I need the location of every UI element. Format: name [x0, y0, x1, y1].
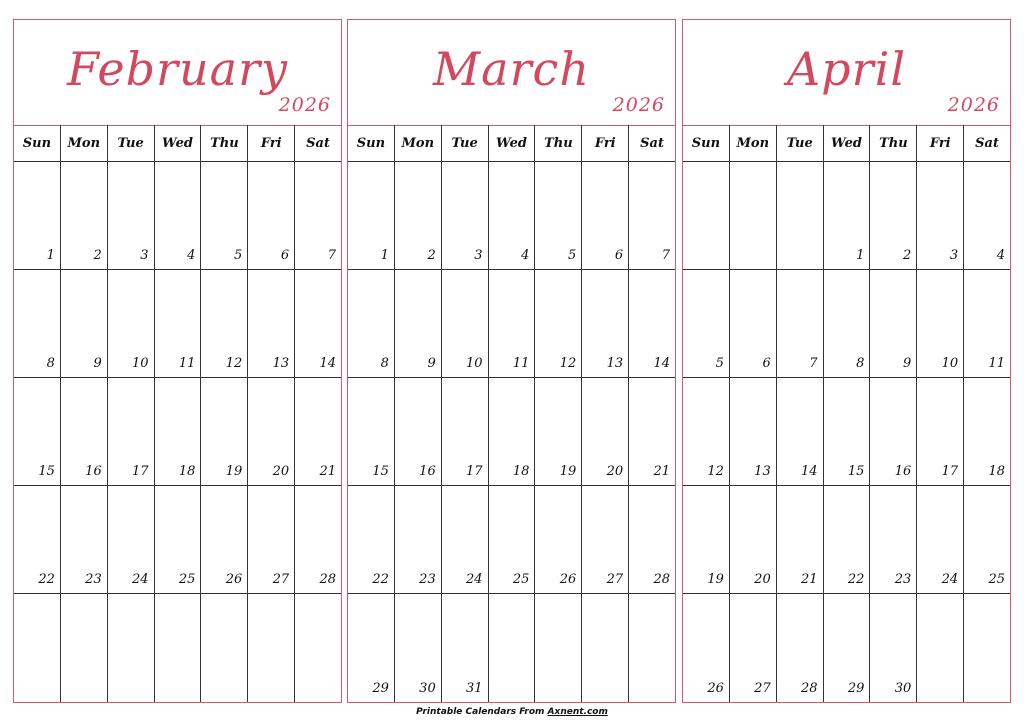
weekday-label: Tue: [442, 125, 489, 161]
day-cell: [201, 486, 248, 593]
day-number: 12: [707, 464, 724, 479]
weekday-label: Sat: [640, 135, 664, 151]
day-number: 12: [225, 356, 243, 371]
day-cell: [61, 594, 108, 702]
week-row: [683, 486, 1010, 594]
weekday-label: Sat: [306, 135, 330, 151]
weekday-label: Sun: [348, 125, 395, 161]
day-number: 29: [847, 681, 865, 696]
day-number: 25: [178, 572, 196, 587]
day-cell: [964, 270, 1010, 377]
day-number: 25: [988, 572, 1006, 587]
day-number: 15: [372, 464, 389, 479]
day-number: 6: [614, 248, 624, 263]
day-cell: [824, 486, 871, 593]
day-cell: [348, 378, 395, 485]
week-row: [14, 378, 341, 486]
day-number: 31: [466, 681, 483, 696]
day-number: 22: [38, 572, 55, 587]
day-cell: [730, 486, 777, 593]
day-number: 2: [93, 248, 102, 263]
day-cell: [442, 270, 489, 377]
day-number: 30: [894, 681, 912, 696]
day-cell: [395, 594, 442, 702]
weekday-header-row: [683, 125, 1010, 162]
day-number: 19: [225, 464, 243, 479]
day-cell: [582, 270, 629, 377]
month-header: [348, 20, 675, 126]
day-cell: [870, 486, 917, 593]
weekday-label: Sun: [14, 125, 61, 161]
day-number: 14: [801, 464, 818, 479]
weekday-label: Mon: [730, 125, 777, 161]
day-cell: [535, 378, 582, 485]
day-cell: [61, 486, 108, 593]
weekday-label: Thu: [870, 125, 917, 161]
day-cell: [777, 486, 824, 593]
day-number: 12: [559, 356, 577, 371]
day-number: 16: [85, 464, 102, 479]
day-number: 13: [606, 356, 624, 371]
month-year: 2026: [278, 94, 331, 116]
day-number: 17: [132, 464, 149, 479]
day-cell: [248, 594, 295, 702]
day-cell: [964, 378, 1010, 485]
day-cell: [155, 594, 202, 702]
day-cell: [61, 270, 108, 377]
day-number: 18: [512, 464, 530, 479]
day-number: 15: [38, 464, 55, 479]
day-cell: [61, 378, 108, 485]
calendar-grid: [683, 125, 1010, 702]
day-number: 8: [856, 356, 865, 371]
day-cell: [824, 594, 871, 702]
day-cell: [683, 594, 730, 702]
day-cell: [683, 162, 730, 269]
day-cell: [489, 594, 536, 702]
day-cell: [348, 486, 395, 593]
day-number: 29: [372, 681, 389, 696]
day-number: 27: [754, 681, 771, 696]
weekday-label: Tue: [777, 125, 824, 161]
week-row: [14, 162, 341, 270]
footer-credit: [0, 707, 1024, 717]
calendar-grid: [14, 125, 341, 702]
day-cell: [14, 162, 61, 269]
day-cell: [395, 270, 442, 377]
day-cell: [777, 162, 824, 269]
day-cell: [201, 162, 248, 269]
day-number: 5: [234, 248, 243, 263]
day-number: 4: [187, 248, 196, 263]
day-number: 6: [762, 356, 771, 371]
weekday-label: Wed: [489, 125, 536, 161]
day-number: 21: [319, 464, 337, 479]
day-number: 25: [512, 572, 530, 587]
day-number: 24: [466, 572, 483, 587]
day-number: 15: [847, 464, 865, 479]
week-row: [348, 270, 675, 378]
day-cell: [489, 378, 536, 485]
day-cell: [730, 270, 777, 377]
day-cell: [824, 162, 871, 269]
day-cell: [295, 162, 341, 269]
day-number: 8: [46, 356, 55, 371]
day-number: 14: [319, 356, 337, 371]
day-number: 18: [178, 464, 196, 479]
day-cell: [348, 270, 395, 377]
day-cell: [155, 270, 202, 377]
day-cell: [964, 162, 1010, 269]
weekday-label: Sun: [683, 125, 730, 161]
day-number: 3: [474, 248, 483, 263]
footer-brand-link[interactable]: Axnent.com: [547, 707, 608, 717]
day-cell: [295, 486, 341, 593]
day-number: 30: [419, 681, 436, 696]
day-number: 1: [380, 248, 389, 263]
day-cell: [777, 594, 824, 702]
day-cell: [629, 162, 675, 269]
day-cell: [917, 270, 964, 377]
day-number: 8: [380, 356, 389, 371]
weekday-header-row: [14, 125, 341, 162]
month-panel-march: [347, 19, 676, 703]
day-cell: [730, 594, 777, 702]
calendar-grid: [348, 125, 675, 702]
day-cell: [683, 486, 730, 593]
day-cell: [155, 162, 202, 269]
day-cell: [824, 378, 871, 485]
weekday-label: Sat: [975, 135, 999, 151]
day-number: 3: [949, 248, 959, 263]
day-number: 5: [715, 356, 724, 371]
week-row: [683, 378, 1010, 486]
weekday-label: Tue: [108, 125, 155, 161]
day-cell: [14, 594, 61, 702]
day-cell: [870, 162, 917, 269]
month-header: [14, 20, 341, 126]
day-cell: [248, 486, 295, 593]
day-number: 5: [568, 248, 577, 263]
day-cell: [61, 162, 108, 269]
day-number: 4: [996, 248, 1006, 263]
day-cell: [201, 270, 248, 377]
day-cell: [629, 594, 675, 702]
day-cell: [870, 594, 917, 702]
day-cell: [442, 162, 489, 269]
day-number: 10: [132, 356, 149, 371]
day-cell: [395, 378, 442, 485]
day-cell: [683, 378, 730, 485]
day-number: 17: [466, 464, 483, 479]
day-number: 9: [427, 356, 436, 371]
day-number: 11: [988, 356, 1006, 371]
day-cell: [248, 378, 295, 485]
day-number: 20: [272, 464, 290, 479]
day-number: 26: [225, 572, 243, 587]
day-number: 2: [903, 248, 912, 263]
day-cell: [917, 162, 964, 269]
day-cell: [14, 486, 61, 593]
day-cell: [870, 270, 917, 377]
day-number: 23: [894, 572, 912, 587]
day-number: 9: [903, 356, 912, 371]
day-number: 28: [653, 572, 671, 587]
day-cell: [964, 486, 1010, 593]
day-number: 10: [466, 356, 483, 371]
day-number: 21: [801, 572, 818, 587]
day-number: 7: [327, 248, 337, 263]
week-row: [683, 270, 1010, 378]
day-cell: [295, 594, 341, 702]
month-title: April: [786, 42, 907, 96]
day-number: 27: [606, 572, 624, 587]
day-cell: [442, 594, 489, 702]
day-number: 7: [661, 248, 671, 263]
week-row: [348, 162, 675, 270]
day-number: 28: [801, 681, 818, 696]
day-number: 7: [809, 356, 818, 371]
day-cell: [295, 270, 341, 377]
day-cell: [348, 162, 395, 269]
day-cell: [582, 162, 629, 269]
day-number: 1: [46, 248, 55, 263]
weekday-label: Fri: [917, 125, 964, 161]
month-year: 2026: [612, 94, 665, 116]
day-number: 11: [512, 356, 530, 371]
day-cell: [730, 378, 777, 485]
day-cell: [395, 486, 442, 593]
day-cell: [108, 378, 155, 485]
month-title: February: [66, 42, 289, 96]
week-row: [348, 486, 675, 594]
day-number: 1: [856, 248, 865, 263]
month-panel-february: [13, 19, 342, 703]
day-cell: [442, 486, 489, 593]
week-row: [14, 594, 341, 702]
day-cell: [201, 378, 248, 485]
day-number: 16: [894, 464, 912, 479]
week-row: [683, 594, 1010, 702]
day-number: 10: [941, 356, 959, 371]
day-number: 9: [93, 356, 102, 371]
day-cell: [14, 270, 61, 377]
day-number: 26: [559, 572, 577, 587]
day-cell: [155, 378, 202, 485]
day-cell: [489, 270, 536, 377]
day-cell: [582, 594, 629, 702]
day-cell: [442, 378, 489, 485]
day-number: 3: [140, 248, 149, 263]
day-cell: [582, 378, 629, 485]
day-number: 27: [272, 572, 290, 587]
day-cell: [489, 162, 536, 269]
day-cell: [870, 378, 917, 485]
day-cell: [535, 594, 582, 702]
day-number: 13: [754, 464, 771, 479]
day-cell: [489, 486, 536, 593]
day-number: 24: [132, 572, 149, 587]
day-cell: [248, 270, 295, 377]
day-cell: [108, 162, 155, 269]
day-number: 23: [419, 572, 436, 587]
day-number: 22: [847, 572, 865, 587]
day-number: 22: [372, 572, 389, 587]
day-cell: [535, 270, 582, 377]
day-cell: [917, 594, 964, 702]
month-title: March: [433, 42, 590, 96]
day-number: 4: [521, 248, 530, 263]
month-header: [683, 20, 1010, 126]
day-number: 19: [707, 572, 724, 587]
weekday-label: Mon: [61, 125, 108, 161]
day-cell: [964, 594, 1010, 702]
day-number: 20: [754, 572, 771, 587]
day-cell: [535, 486, 582, 593]
day-cell: [777, 270, 824, 377]
day-cell: [348, 594, 395, 702]
weekday-label: Mon: [395, 125, 442, 161]
week-row: [14, 486, 341, 594]
weekday-label: Wed: [155, 125, 202, 161]
day-cell: [14, 378, 61, 485]
week-row: [14, 270, 341, 378]
weekday-header-row: [348, 125, 675, 162]
week-row: [683, 162, 1010, 270]
day-cell: [201, 594, 248, 702]
day-number: 6: [280, 248, 290, 263]
week-row: [348, 594, 675, 702]
day-cell: [629, 378, 675, 485]
day-cell: [777, 378, 824, 485]
day-number: 2: [427, 248, 436, 263]
day-number: 13: [272, 356, 290, 371]
day-cell: [295, 378, 341, 485]
day-cell: [683, 270, 730, 377]
day-cell: [917, 486, 964, 593]
week-row: [348, 378, 675, 486]
day-cell: [535, 162, 582, 269]
weekday-label: Thu: [535, 125, 582, 161]
day-number: 18: [988, 464, 1006, 479]
day-cell: [108, 486, 155, 593]
day-number: 11: [178, 356, 196, 371]
day-number: 23: [85, 572, 102, 587]
day-cell: [629, 486, 675, 593]
day-number: 20: [606, 464, 624, 479]
day-cell: [108, 594, 155, 702]
day-number: 28: [319, 572, 337, 587]
day-cell: [582, 486, 629, 593]
day-number: 17: [941, 464, 959, 479]
day-number: 24: [941, 572, 959, 587]
day-cell: [917, 378, 964, 485]
day-cell: [629, 270, 675, 377]
day-number: 21: [653, 464, 671, 479]
day-cell: [730, 162, 777, 269]
weekday-label: Thu: [201, 125, 248, 161]
day-cell: [248, 162, 295, 269]
month-panel-april: [682, 19, 1011, 703]
day-cell: [108, 270, 155, 377]
weekday-label: Fri: [582, 125, 629, 161]
weekday-label: Fri: [248, 125, 295, 161]
day-cell: [824, 270, 871, 377]
day-number: 19: [559, 464, 577, 479]
day-cell: [155, 486, 202, 593]
day-number: 16: [419, 464, 436, 479]
footer-prefix: Printable Calendars From: [416, 707, 548, 717]
day-cell: [395, 162, 442, 269]
day-number: 14: [653, 356, 671, 371]
weekday-label: Wed: [824, 125, 871, 161]
month-year: 2026: [947, 94, 1000, 116]
day-number: 26: [707, 681, 724, 696]
